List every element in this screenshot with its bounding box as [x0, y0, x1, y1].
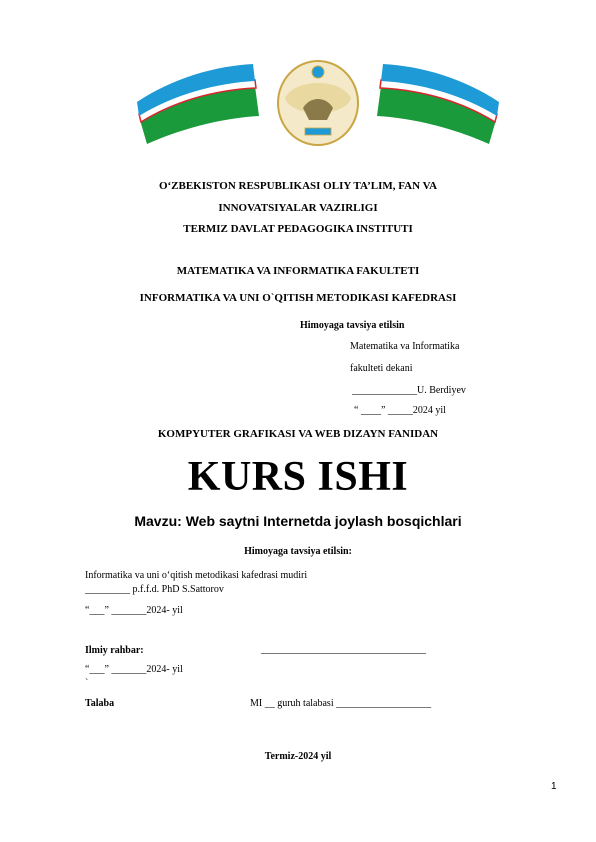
ministry-line-1: O‘ZBEKISTON RESPUBLIKASI OLIY TA’LIM, FAN VA [158, 180, 438, 192]
head-of-department: Informatika va uni o‘qitish metodikasi kafedrasi mudiri [85, 570, 308, 581]
state-emblem [278, 61, 358, 145]
department-name: INFORMATIKA VA UNI O`QITISH METODIKASI KAFEDRASI [139, 292, 457, 304]
footer-city-year: Termiz-2024 yil [264, 751, 332, 762]
student-group: MI __ guruh talabasi ___________________ [250, 698, 432, 709]
stray-mark: ` [85, 678, 89, 689]
supervisor-signature-line: _________________________________ [261, 644, 426, 655]
supervisor-label: Ilmiy rahbar: [85, 645, 144, 656]
supervisor-date: “___” _______2024- yil [85, 664, 183, 675]
institute-name: TERMIZ DAVLAT PEDAGOGIKA INSTITUTI [183, 223, 413, 235]
dean-signature: _____________U. Berdiyev [352, 385, 466, 396]
left-flag [137, 64, 259, 144]
dean-date: “ ____” _____2024 yil [354, 405, 446, 416]
head-signature: _________ p.f.f.d. PhD S.Sattorov [85, 584, 224, 595]
page-number: 1 [551, 781, 557, 792]
subject-name: KOMPYUTER GRAFIKASI VA WEB DIZAYN FANIDAN [157, 428, 439, 440]
ministry-line-2: INNOVATSIYALAR VAZIRLIGI [218, 202, 378, 214]
dean-position-line-2: fakulteti dekani [350, 363, 413, 374]
student-label: Talaba [85, 698, 115, 709]
head-date: “___” _______2024- yil [85, 605, 183, 616]
approval-heading-bottom: Himoyaga tavsiya etilsin: [244, 546, 352, 557]
dean-position-line-1: Matematika va Informatika [350, 341, 460, 352]
approval-heading: Himoyaga tavsiya etilsin [300, 320, 405, 331]
topic: Mavzu: Web saytni Internetda joylash bosqichlari [134, 513, 462, 529]
uzbekistan-emblem-with-flags [135, 58, 501, 148]
document-title: KURS ISHI [187, 454, 409, 500]
faculty-name: MATEMATIKA VA INFORMATIKA FAKULTETI [176, 265, 420, 277]
right-flag [377, 64, 499, 144]
